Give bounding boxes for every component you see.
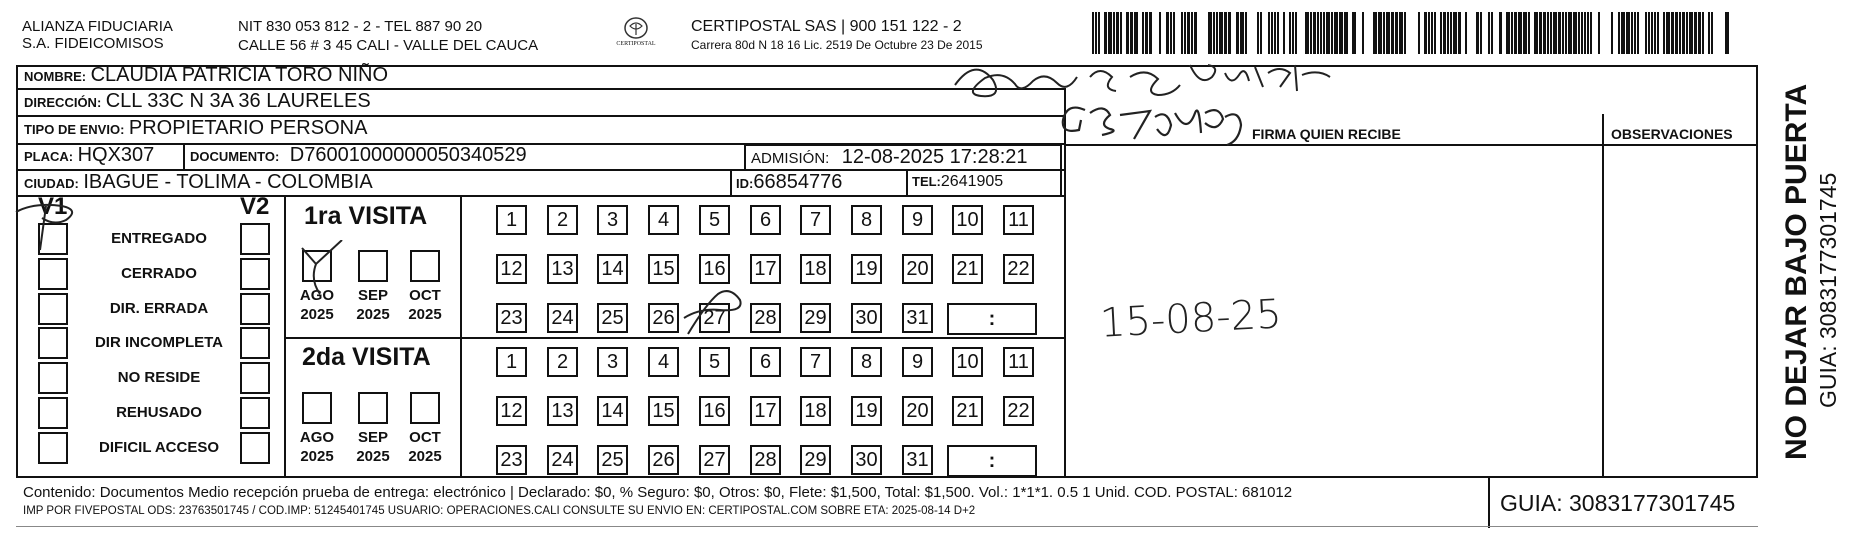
month-name: SEP [357, 429, 388, 446]
day-box[interactable] [547, 205, 578, 235]
day-box[interactable] [902, 396, 933, 426]
v2-checkbox[interactable] [240, 362, 270, 394]
documento-label: DOCUMENTO: [190, 149, 280, 164]
month-checkbox[interactable] [410, 250, 440, 282]
day-number: 6 [759, 208, 772, 231]
day-number: 23 [500, 448, 523, 471]
month-name: OCT [409, 429, 441, 446]
day-number: 17 [754, 257, 777, 280]
day-box[interactable] [750, 254, 781, 284]
day-box[interactable] [750, 396, 781, 426]
day-number: 20 [906, 399, 929, 422]
day-number: 29 [804, 306, 827, 329]
day-number: 3 [606, 208, 619, 231]
day-box[interactable] [699, 254, 730, 284]
tel-value: 2641905 [940, 173, 1004, 190]
side-guia: GUIA: 3083177301745 [1815, 172, 1841, 408]
direccion-field [24, 90, 371, 113]
month-checkbox[interactable] [358, 392, 388, 424]
day-number: 10 [956, 350, 979, 373]
v1-checkbox[interactable] [38, 327, 68, 359]
day-box[interactable] [547, 254, 578, 284]
day-box[interactable] [1003, 347, 1034, 377]
day-box[interactable] [800, 254, 831, 284]
day-number: 22 [1007, 257, 1030, 280]
day-box[interactable] [597, 303, 628, 333]
day-box[interactable] [648, 347, 679, 377]
day-number: 26 [652, 448, 675, 471]
day-number: 2 [556, 208, 569, 231]
v1-label: V1 [38, 193, 68, 220]
carrier-name: CERTIPOSTAL SAS | 900 151 122 - 2 [691, 18, 962, 35]
day-box[interactable] [699, 445, 730, 475]
nombre-value: CLAUDIA PATRICIA TORO NIÑO [90, 64, 389, 86]
month-label [400, 428, 450, 466]
month-year: 2025 [300, 306, 334, 323]
ciudad-value: IBAGUE - TOLIMA - COLOMBIA [83, 171, 373, 193]
ciudad-label: CIUDAD: [24, 176, 79, 191]
day-number: 30 [855, 448, 878, 471]
day-box[interactable] [851, 396, 882, 426]
day-box[interactable] [750, 205, 781, 235]
day-number: 4 [657, 350, 670, 373]
day-number: 18 [804, 399, 827, 422]
day-box[interactable] [1003, 254, 1034, 284]
day-box[interactable] [851, 445, 882, 475]
day-number: 31 [906, 306, 929, 329]
day-box[interactable] [699, 396, 730, 426]
day-box[interactable] [496, 347, 527, 377]
day-box[interactable] [597, 396, 628, 426]
id-label: ID: [736, 176, 754, 191]
month-label [400, 286, 450, 324]
time-field[interactable] [947, 445, 1037, 477]
v2-checkbox[interactable] [240, 397, 270, 429]
month-year: 2025 [356, 306, 390, 323]
handwritten-date: 15-08-25 [1098, 291, 1283, 347]
day-box[interactable] [952, 396, 983, 426]
day-box[interactable] [547, 303, 578, 333]
day-number: 25 [601, 306, 624, 329]
day-number: 5 [708, 350, 721, 373]
admision-value: 12-08-2025 17:28:21 [841, 146, 1028, 168]
day-box[interactable] [496, 205, 527, 235]
day-number: 19 [855, 399, 878, 422]
day-number: 28 [754, 306, 777, 329]
address-line: CALLE 56 # 3 45 CALI - VALLE DEL CAUCA [238, 37, 539, 54]
v1-check-mark [12, 198, 92, 253]
month-year: 2025 [356, 448, 390, 465]
day-number: 31 [906, 448, 929, 471]
day-box[interactable] [750, 347, 781, 377]
ciudad-field [24, 171, 373, 194]
day-box[interactable] [800, 445, 831, 475]
month-checkbox[interactable] [302, 392, 332, 424]
v1-checkbox[interactable] [38, 293, 68, 325]
day-box[interactable] [547, 347, 578, 377]
day-number: 12 [500, 399, 523, 422]
day-number: 8 [860, 208, 873, 231]
day-box[interactable] [800, 303, 831, 333]
day-box[interactable] [547, 396, 578, 426]
day-box[interactable] [902, 303, 933, 333]
day-number: 9 [911, 350, 924, 373]
company-name [22, 18, 173, 52]
ago-check-mark [300, 240, 350, 300]
v2-checkbox[interactable] [240, 327, 270, 359]
day-number: 1 [505, 208, 518, 231]
day-box[interactable] [597, 254, 628, 284]
day-number: 10 [956, 208, 979, 231]
tel-label: TEL: [912, 174, 941, 189]
placa-field [24, 144, 154, 167]
day-number: 27 [703, 448, 726, 471]
day-number: 1 [505, 350, 518, 373]
v1-checkbox[interactable] [38, 258, 68, 290]
day-27-mark [680, 290, 760, 340]
footer-content-line: Contenido: Documentos Medio recepción prueba de entrega: electrónico | Declarado: $0, % Seguro: $0, Otros: $0, Flete: $1,500, Total: $1,500. Vol.: 1*1*1. 0.5 1 Unid. COD. POSTAL: 681012 [23, 484, 1293, 501]
day-number: 23 [500, 306, 523, 329]
status-label: DIR. ERRADA [109, 300, 209, 317]
day-box[interactable] [547, 445, 578, 475]
day-number: 24 [551, 448, 574, 471]
day-number: 9 [911, 208, 924, 231]
day-number: 27 [703, 306, 726, 329]
day-number: 30 [855, 306, 878, 329]
month-name: AGO [299, 287, 335, 304]
documento-value: D76001000000050340529 [289, 144, 527, 166]
day-box[interactable] [851, 254, 882, 284]
company-contact [238, 17, 538, 55]
month-checkbox[interactable] [410, 392, 440, 424]
day-box[interactable] [648, 254, 679, 284]
v2-checkbox[interactable] [240, 258, 270, 290]
first-visit-title: 1ra VISITA [304, 202, 428, 230]
direccion-value: CLL 33C N 3A 36 LAURELES [105, 90, 371, 112]
month-checkbox[interactable] [358, 250, 388, 282]
nombre-field [24, 64, 388, 87]
day-number: 6 [759, 350, 772, 373]
admision-label: ADMISIÓN: [751, 150, 830, 167]
day-box[interactable] [902, 254, 933, 284]
direccion-label: DIRECCIÓN: [24, 95, 102, 110]
day-box[interactable] [597, 205, 628, 235]
day-number: 16 [703, 399, 726, 422]
firma-label: FIRMA QUIEN RECIBE [1252, 126, 1401, 142]
day-number: 15 [652, 399, 675, 422]
v2-checkbox[interactable] [240, 432, 270, 464]
second-visit-title: 2da VISITA [302, 343, 431, 371]
footer-print-line: IMP POR FIVEPOSTAL ODS: 23763501745 / COD.IMP: 51245401745 USUARIO: OPERACIONES.CALI CONSULTE SU ENVIO EN: CERTIPOSTAL.COM SOBRE ETA: 2025-08-14 D+2 [23, 505, 976, 517]
day-box[interactable] [496, 254, 527, 284]
status-label: DIR INCOMPLETA [94, 334, 224, 351]
v1-checkbox[interactable] [38, 397, 68, 429]
day-number: 14 [601, 257, 624, 280]
day-number: 12 [500, 257, 523, 280]
day-box[interactable] [902, 347, 933, 377]
day-number: 18 [804, 257, 827, 280]
day-number: 13 [551, 257, 574, 280]
month-name: AGO [299, 429, 335, 446]
status-label: NO RESIDE [117, 369, 201, 386]
day-number: 25 [601, 448, 624, 471]
day-number: 19 [855, 257, 878, 280]
v1-checkbox[interactable] [38, 362, 68, 394]
company-line-2: S.A. FIDEICOMISOS [22, 35, 164, 52]
month-name: OCT [409, 287, 441, 304]
placa-label: PLACA: [24, 149, 74, 164]
day-number: 3 [606, 350, 619, 373]
v2-checkbox[interactable] [240, 293, 270, 325]
day-number: 2 [556, 350, 569, 373]
status-label: DIFICIL ACCESO [98, 439, 219, 456]
nit-line: NIT 830 053 812 - 2 - TEL 887 90 20 [238, 18, 483, 35]
v2-checkbox[interactable] [240, 223, 270, 255]
day-box[interactable] [800, 205, 831, 235]
placa-value: HQX307 [77, 144, 155, 166]
month-label [348, 428, 398, 466]
documento-field [190, 144, 527, 167]
month-label [292, 428, 342, 466]
day-box[interactable] [597, 347, 628, 377]
day-number: 28 [754, 448, 777, 471]
day-box[interactable] [1003, 396, 1034, 426]
time-separator: : [988, 307, 996, 330]
day-box[interactable] [851, 347, 882, 377]
day-box[interactable] [496, 303, 527, 333]
observaciones-label: OBSERVACIONES [1611, 126, 1733, 142]
day-box[interactable] [800, 396, 831, 426]
day-number: 14 [601, 399, 624, 422]
v1-checkbox[interactable] [38, 432, 68, 464]
day-box[interactable] [597, 445, 628, 475]
day-number: 5 [708, 208, 721, 231]
day-box[interactable] [750, 445, 781, 475]
month-year: 2025 [300, 448, 334, 465]
month-label [348, 286, 398, 324]
day-box[interactable] [648, 303, 679, 333]
day-box[interactable] [699, 205, 730, 235]
status-label: ENTREGADO [111, 230, 207, 247]
day-box[interactable] [902, 445, 933, 475]
day-box[interactable] [496, 396, 527, 426]
day-number: 20 [906, 257, 929, 280]
day-number: 11 [1008, 350, 1029, 373]
time-field[interactable] [947, 303, 1037, 335]
status-label: REHUSADO [116, 404, 202, 421]
v2-label: V2 [240, 193, 270, 220]
tipo-envio-field [24, 117, 367, 140]
day-box[interactable] [699, 347, 730, 377]
nombre-label: NOMBRE: [24, 69, 87, 84]
carrier-license: Carrera 80d N 18 16 Lic. 2519 De Octubre 23 De 2015 [691, 38, 983, 52]
day-number: 21 [956, 257, 979, 280]
carrier-info [691, 17, 983, 53]
tipo-envio-label: TIPO DE ENVIO: [24, 122, 125, 137]
day-box[interactable] [851, 303, 882, 333]
day-box[interactable] [952, 205, 983, 235]
company-line-1: ALIANZA FIDUCIARIA [22, 18, 173, 35]
day-number: 7 [809, 350, 822, 373]
status-label: CERRADO [121, 265, 197, 282]
day-number: 11 [1008, 208, 1029, 231]
day-box[interactable] [648, 445, 679, 475]
day-number: 4 [657, 208, 670, 231]
id-field [736, 171, 842, 194]
certipostal-logo [606, 16, 666, 52]
month-year: 2025 [408, 448, 442, 465]
day-number: 8 [860, 350, 873, 373]
day-number: 16 [703, 257, 726, 280]
day-number: 17 [754, 399, 777, 422]
day-number: 15 [652, 257, 675, 280]
day-box[interactable] [648, 205, 679, 235]
day-box[interactable] [952, 254, 983, 284]
tipo-envio-value: PROPIETARIO PERSONA [128, 117, 368, 139]
no-dejar-bajo-puerta: NO DEJAR BAJO PUERTA [1780, 83, 1813, 460]
day-number: 21 [956, 399, 979, 422]
day-box[interactable] [851, 205, 882, 235]
day-number: 24 [551, 306, 574, 329]
month-year: 2025 [408, 306, 442, 323]
logo-text: CERTIPOSTAL [616, 41, 656, 47]
day-box[interactable] [952, 347, 983, 377]
day-number: 13 [551, 399, 574, 422]
handwritten-signature [950, 55, 1390, 185]
time-separator: : [988, 449, 996, 472]
day-box[interactable] [902, 205, 933, 235]
day-box[interactable] [800, 347, 831, 377]
day-number: 26 [652, 306, 675, 329]
day-number: 29 [804, 448, 827, 471]
footer-guia: GUIA: 3083177301745 [1500, 490, 1736, 516]
day-box[interactable] [648, 396, 679, 426]
day-number: 7 [809, 208, 822, 231]
day-box[interactable] [1003, 205, 1034, 235]
day-number: 22 [1007, 399, 1030, 422]
barcode [1092, 12, 1732, 54]
month-name: SEP [357, 287, 388, 304]
id-value: 66854776 [753, 171, 843, 193]
day-box[interactable] [496, 445, 527, 475]
